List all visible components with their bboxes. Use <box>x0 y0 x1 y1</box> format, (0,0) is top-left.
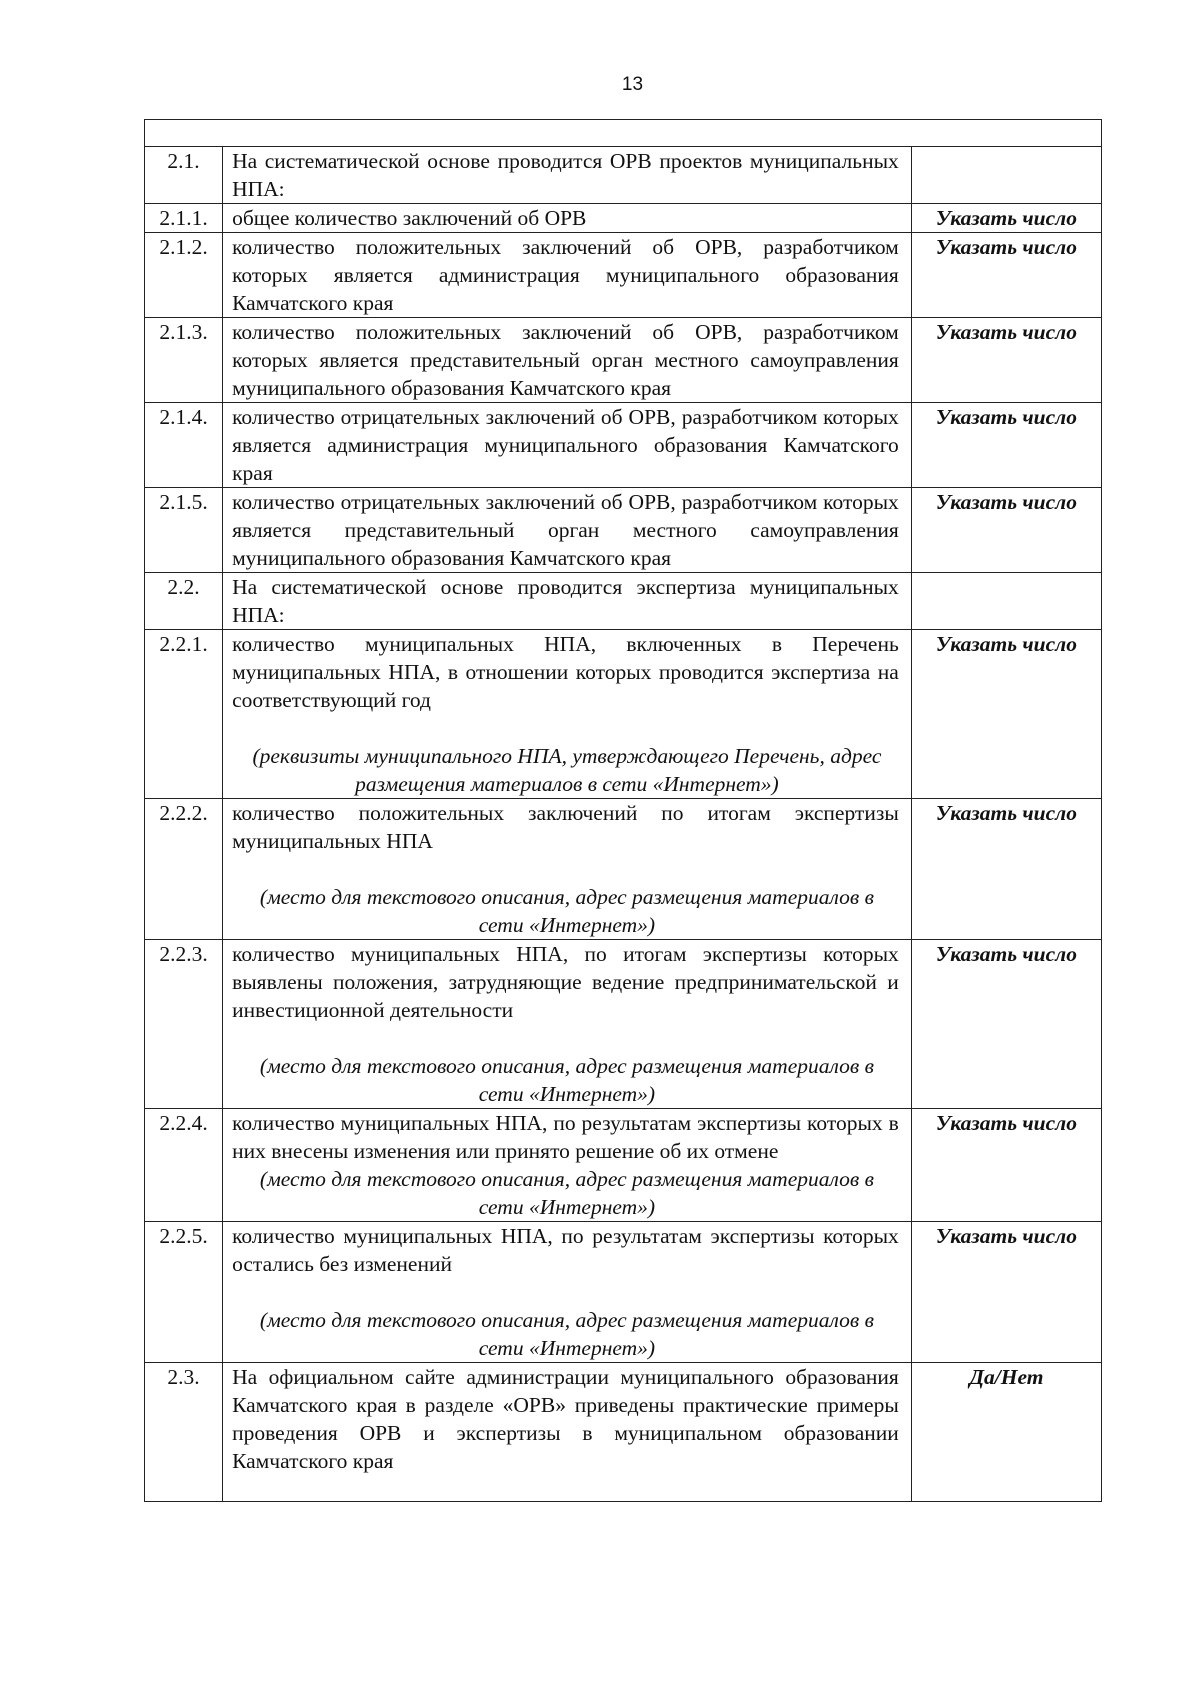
row-description-text: количество отрицательных заключений об ОРВ, разработчиком которых является администрация муниципального образования Камчатского края <box>232 405 899 485</box>
row-value-field[interactable]: Указать число <box>911 204 1101 233</box>
row-description-text: количество положительных заключений по итогам экспертизы муниципальных НПА <box>232 801 899 853</box>
row-description-text: общее количество заключений об ОРВ <box>232 206 587 230</box>
row-value-field[interactable]: Указать число <box>911 318 1101 403</box>
row-description <box>223 147 912 204</box>
row-description <box>223 204 912 233</box>
row-note: (место для текстового описания, адрес размещения материалов в сети «Интернет») <box>259 1167 874 1219</box>
row-number: 2.1.3. <box>145 318 223 403</box>
row-description <box>223 1363 912 1502</box>
row-value-field[interactable]: Указать число <box>911 403 1101 488</box>
criteria-table <box>144 119 1102 1502</box>
note-gap <box>223 1278 911 1306</box>
row-value-field[interactable]: Да/Нет <box>911 1363 1101 1502</box>
table-row <box>145 233 1102 318</box>
row-description <box>223 1222 912 1363</box>
row-value <box>911 573 1101 630</box>
table-row <box>145 1363 1102 1502</box>
row-description-text: количество муниципальных НПА, по результатам экспертизы которых в них внесены изменения или принято решение об их отмене <box>232 1111 899 1163</box>
row-description-text: количество муниципальных НПА, включенных в Перечень муниципальных НПА, в отношении которых проводится экспертиза на соответствующий год <box>232 632 899 712</box>
table-row <box>145 1222 1102 1363</box>
table-header-spacer-row <box>145 120 1102 147</box>
row-note: (место для текстового описания, адрес размещения материалов в сети «Интернет») <box>259 885 874 937</box>
row-description <box>223 403 912 488</box>
table-row <box>145 147 1102 204</box>
table-row <box>145 318 1102 403</box>
row-number: 2.1.4. <box>145 403 223 488</box>
table-row <box>145 204 1102 233</box>
row-number: 2.2.2. <box>145 799 223 940</box>
row-value-field[interactable]: Указать число <box>911 799 1101 940</box>
row-description <box>223 233 912 318</box>
row-note: (место для текстового описания, адрес размещения материалов в сети «Интернет») <box>259 1308 874 1360</box>
table-row <box>145 799 1102 940</box>
row-number: 2.1.1. <box>145 204 223 233</box>
row-number: 2.1. <box>145 147 223 204</box>
row-number: 2.3. <box>145 1363 223 1502</box>
note-gap <box>223 1024 911 1052</box>
row-description <box>223 573 912 630</box>
row-value-field[interactable]: Указать число <box>911 940 1101 1109</box>
row-value-field[interactable]: Указать число <box>911 233 1101 318</box>
row-note: (реквизиты муниципального НПА, утверждающего Перечень, адрес размещения материалов в сети «Интернет») <box>252 744 882 796</box>
page-number: 13 <box>621 74 644 95</box>
row-description-text: На систематической основе проводится ОРВ проектов муниципальных НПА: <box>232 149 899 201</box>
row-number: 2.2.1. <box>145 630 223 799</box>
row-description-text: количество муниципальных НПА, по итогам экспертизы которых выявлены положения, затрудняющие ведение предпринимательской и инвестиционной деятельности <box>232 942 899 1022</box>
row-number: 2.2.5. <box>145 1222 223 1363</box>
table-row <box>145 630 1102 799</box>
row-number: 2.2.3. <box>145 940 223 1109</box>
row-value-field[interactable]: Указать число <box>911 1109 1101 1222</box>
row-description <box>223 488 912 573</box>
row-value-field[interactable]: Указать число <box>911 1222 1101 1363</box>
table-row <box>145 488 1102 573</box>
table-row <box>145 403 1102 488</box>
row-description <box>223 940 912 1109</box>
spacer-cell <box>145 120 1102 147</box>
row-number: 2.1.5. <box>145 488 223 573</box>
row-description-text: количество отрицательных заключений об ОРВ, разработчиком которых является представительный орган местного самоуправления муниципального образования Камчатского края <box>232 490 899 570</box>
row-description-text: На официальном сайте администрации муниципального образования Камчатского края в разделе «ОРВ» приведены практические примеры проведения ОРВ и экспертизы в муниципальном образовании Камчатского края <box>232 1365 899 1473</box>
row-value <box>911 147 1101 204</box>
row-description-text: количество положительных заключений об ОРВ, разработчиком которых является представительный орган местного самоуправления муниципального образования Камчатского края <box>232 320 899 400</box>
row-number: 2.2.4. <box>145 1109 223 1222</box>
row-description-text: количество положительных заключений об ОРВ, разработчиком которых является администрация муниципального образования Камчатского края <box>232 235 899 315</box>
row-number: 2.1.2. <box>145 233 223 318</box>
row-value-field[interactable]: Указать число <box>911 488 1101 573</box>
row-description <box>223 1109 912 1222</box>
table-row <box>145 1109 1102 1222</box>
table-row <box>145 573 1102 630</box>
row-description <box>223 630 912 799</box>
row-number: 2.2. <box>145 573 223 630</box>
note-gap <box>223 855 911 883</box>
row-description <box>223 799 912 940</box>
row-description-text: количество муниципальных НПА, по результатам экспертизы которых остались без изменений <box>232 1224 899 1276</box>
row-description <box>223 318 912 403</box>
table-row <box>145 940 1102 1109</box>
row-value-field[interactable]: Указать число <box>911 630 1101 799</box>
note-gap <box>223 714 911 742</box>
row-note: (место для текстового описания, адрес размещения материалов в сети «Интернет») <box>259 1054 874 1106</box>
row-description-text: На систематической основе проводится экспертиза муниципальных НПА: <box>232 575 899 627</box>
